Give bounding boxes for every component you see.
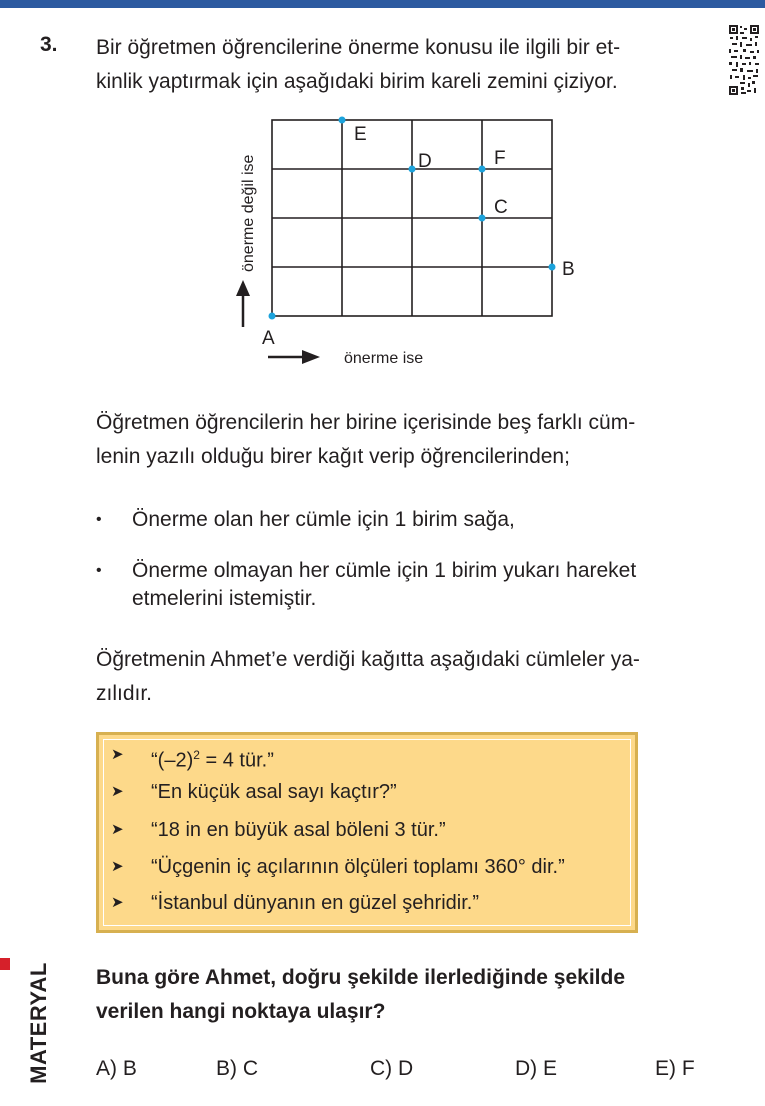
point-label-f: F <box>494 148 506 169</box>
answer-option-c[interactable]: C) D <box>370 1057 414 1080</box>
answer-option-a[interactable]: A) B <box>96 1057 137 1080</box>
statement-text: “$(-2)^2 = 4$ tür.” <box>151 748 274 772</box>
side-red-mark <box>0 958 10 970</box>
qr-code-icon <box>728 24 760 96</box>
question-number: 3. <box>40 33 58 56</box>
point-c <box>479 215 486 222</box>
unit-grid-figure <box>222 112 582 374</box>
statement-text: “18 in en büyük asal böleni 3 tür.” <box>151 819 446 841</box>
paragraph-line: Öğretmen öğrencilerin her birine içerisinde beş farklı cüm- <box>96 411 636 434</box>
answer-option-e[interactable]: E) F <box>655 1057 695 1080</box>
question-line: verilen hangi noktaya ulaşır? <box>96 1000 386 1023</box>
point-a <box>269 313 276 320</box>
answer-option-d[interactable]: D) E <box>515 1057 557 1080</box>
bullet-text: Önerme olmayan her cümle için 1 birim yukarı hareket <box>132 559 637 582</box>
point-label-b: B <box>562 259 575 280</box>
up-arrow-icon <box>236 280 250 327</box>
grid-lines <box>272 120 552 316</box>
side-label: MATERYAL <box>25 962 51 1084</box>
right-arrow-icon <box>268 350 320 364</box>
statement-text: “Üçgenin iç açılarının ölçüleri toplamı 360° dir.” <box>151 856 565 878</box>
point-f <box>479 166 486 173</box>
answer-option-b[interactable]: B) C <box>216 1057 258 1080</box>
point-label-d: D <box>418 151 432 172</box>
paragraph-line: lenin yazılı olduğu birer kağıt verip öğrencilerinden; <box>96 445 570 468</box>
point-label-c: C <box>494 197 508 218</box>
arrow-bullet-icon: ➤ <box>111 894 124 911</box>
question-prompt <box>96 961 625 1029</box>
arrow-bullet-icon: ➤ <box>111 821 124 838</box>
point-d <box>409 166 416 173</box>
point-e <box>339 117 346 124</box>
arrow-bullet-icon: ➤ <box>111 746 124 763</box>
intro-line: Bir öğretmen öğrencilerine önerme konusu ile ilgili bir et- <box>96 36 621 59</box>
paragraph-statements-intro <box>96 643 640 711</box>
question-intro <box>96 31 716 99</box>
arrow-bullet-icon: ➤ <box>111 858 124 875</box>
paragraph-instructions <box>96 406 635 474</box>
paragraph-line: zılıdır. <box>96 682 153 705</box>
arrow-bullet-icon: ➤ <box>111 783 124 800</box>
bullet-icon: • <box>96 562 102 579</box>
point-label-e: E <box>354 124 367 145</box>
statements-box <box>96 732 638 933</box>
point-b <box>549 264 556 271</box>
intro-line: kinlik yaptırmak için aşağıdaki birim kareli zemini çiziyor. <box>96 70 618 93</box>
vertical-axis-label: önerme değil ise <box>240 154 257 272</box>
statement-text: “En küçük asal sayı kaçtır?” <box>151 781 397 803</box>
point-label-a: A <box>262 328 275 349</box>
bullet-icon: • <box>96 511 102 528</box>
bullet-text: etmelerini istemiştir. <box>132 587 317 610</box>
bullet-text: Önerme olan her cümle için 1 birim sağa, <box>132 508 515 531</box>
paragraph-line: Öğretmenin Ahmet’e verdiği kağıtta aşağıdaki cümleler ya- <box>96 648 640 671</box>
top-color-bar <box>0 0 765 8</box>
question-line: Buna göre Ahmet, doğru şekilde ilerlediğinde şekilde <box>96 966 626 989</box>
statement-text: “İstanbul dünyanın en güzel şehridir.” <box>151 892 479 914</box>
horizontal-axis-label: önerme ise <box>344 350 424 367</box>
